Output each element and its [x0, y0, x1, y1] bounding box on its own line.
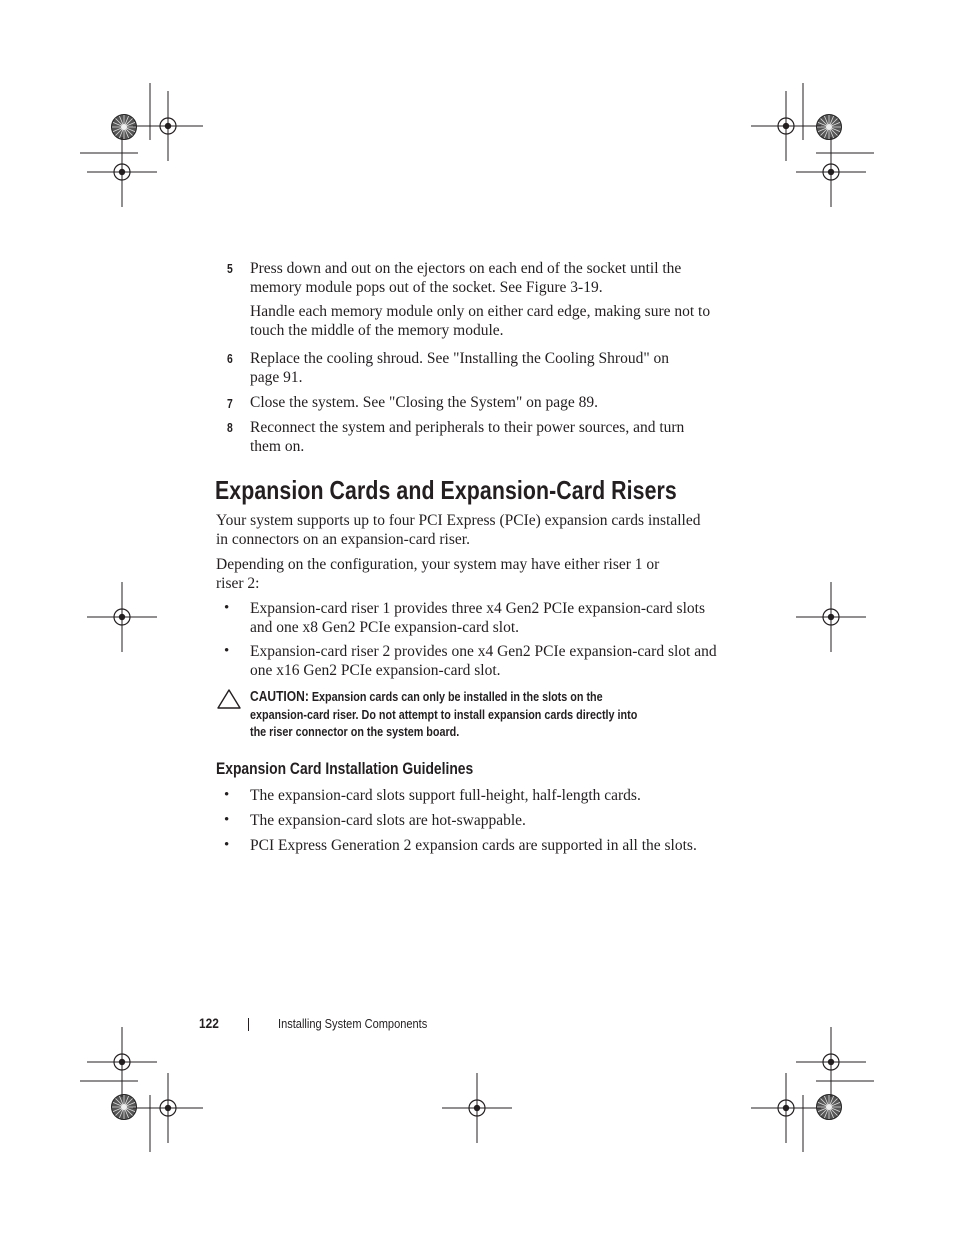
text-line: Replace the cooling shroud. See "Installing the Cooling Shroud" on	[250, 350, 670, 367]
text-line: one x16 Gen2 PCIe expansion-card slot.	[250, 662, 501, 679]
bullet-marker: •	[224, 812, 230, 828]
list-item: PCI Express Generation 2 expansion cards are supported in all the slots.	[250, 837, 697, 854]
list-item	[250, 599, 720, 637]
text-line: Handle each memory module only on either card edge, making sure not to	[250, 303, 711, 320]
text-line: riser 2:	[216, 575, 260, 592]
page-number: 122	[199, 1015, 219, 1031]
text-line: Expansion-card riser 2 provides one x4 Gen2 PCIe expansion-card slot and	[250, 643, 717, 660]
text-line: memory module pops out of the socket. See Figure 3-19.	[250, 279, 603, 296]
text-line: page 91.	[250, 369, 303, 386]
bullet-marker: •	[224, 787, 230, 803]
step-8-text	[250, 418, 720, 456]
subsection-title: Expansion Card Installation Guidelines	[216, 760, 474, 778]
caution-note	[250, 688, 715, 740]
intro-paragraph-1	[216, 511, 736, 549]
text-line: Depending on the configuration, your system may have either riser 1 or	[216, 556, 660, 573]
text-line: and one x8 Gen2 PCIe expansion-card slot.	[250, 619, 520, 636]
footer-divider	[248, 1018, 249, 1031]
text-span: Expansion cards can only be installed in the slots on the	[311, 689, 603, 704]
list-item: The expansion-card slots support full-height, half-length cards.	[250, 787, 641, 804]
text-line: Your system supports up to four PCI Express (PCIe) expansion cards installed	[216, 512, 701, 529]
step-7-text	[250, 393, 720, 412]
text-line: in connectors on an expansion-card riser.	[216, 531, 470, 548]
text-line: expansion-card riser. Do not attempt to install expansion cards directly into	[250, 707, 638, 722]
section-title: Expansion Cards and Expansion-Card Risers	[215, 475, 677, 505]
bullet-marker: •	[224, 600, 230, 616]
text-line: Press down and out on the ejectors on each end of the socket until the	[250, 260, 682, 277]
text-line: them on.	[250, 438, 305, 455]
text-line	[250, 688, 715, 706]
text-line: the riser connector on the system board.	[250, 724, 460, 739]
step-number: 8	[227, 420, 233, 435]
text-line: Expansion-card riser 1 provides three x4 Gen2 PCIe expansion-card slots	[250, 600, 705, 617]
list-item	[250, 642, 720, 680]
step-5-note	[250, 302, 720, 340]
step-5-text	[250, 259, 720, 297]
footer-chapter-title: Installing System Components	[278, 1016, 428, 1031]
intro-paragraph-2	[216, 555, 736, 593]
step-6-text	[250, 349, 720, 387]
caution-label: CAUTION:	[250, 689, 309, 705]
bullet-marker: •	[224, 837, 230, 853]
step-number: 7	[227, 396, 233, 411]
caution-triangle-icon	[216, 688, 242, 710]
list-item: The expansion-card slots are hot-swappable.	[250, 812, 526, 829]
step-number: 6	[227, 351, 233, 366]
bullet-marker: •	[224, 643, 230, 659]
text-line: Close the system. See "Closing the System" on page 89.	[250, 394, 599, 411]
text-line: Reconnect the system and peripherals to their power sources, and turn	[250, 419, 685, 436]
text-line: touch the middle of the memory module.	[250, 322, 504, 339]
step-number: 5	[227, 261, 233, 276]
